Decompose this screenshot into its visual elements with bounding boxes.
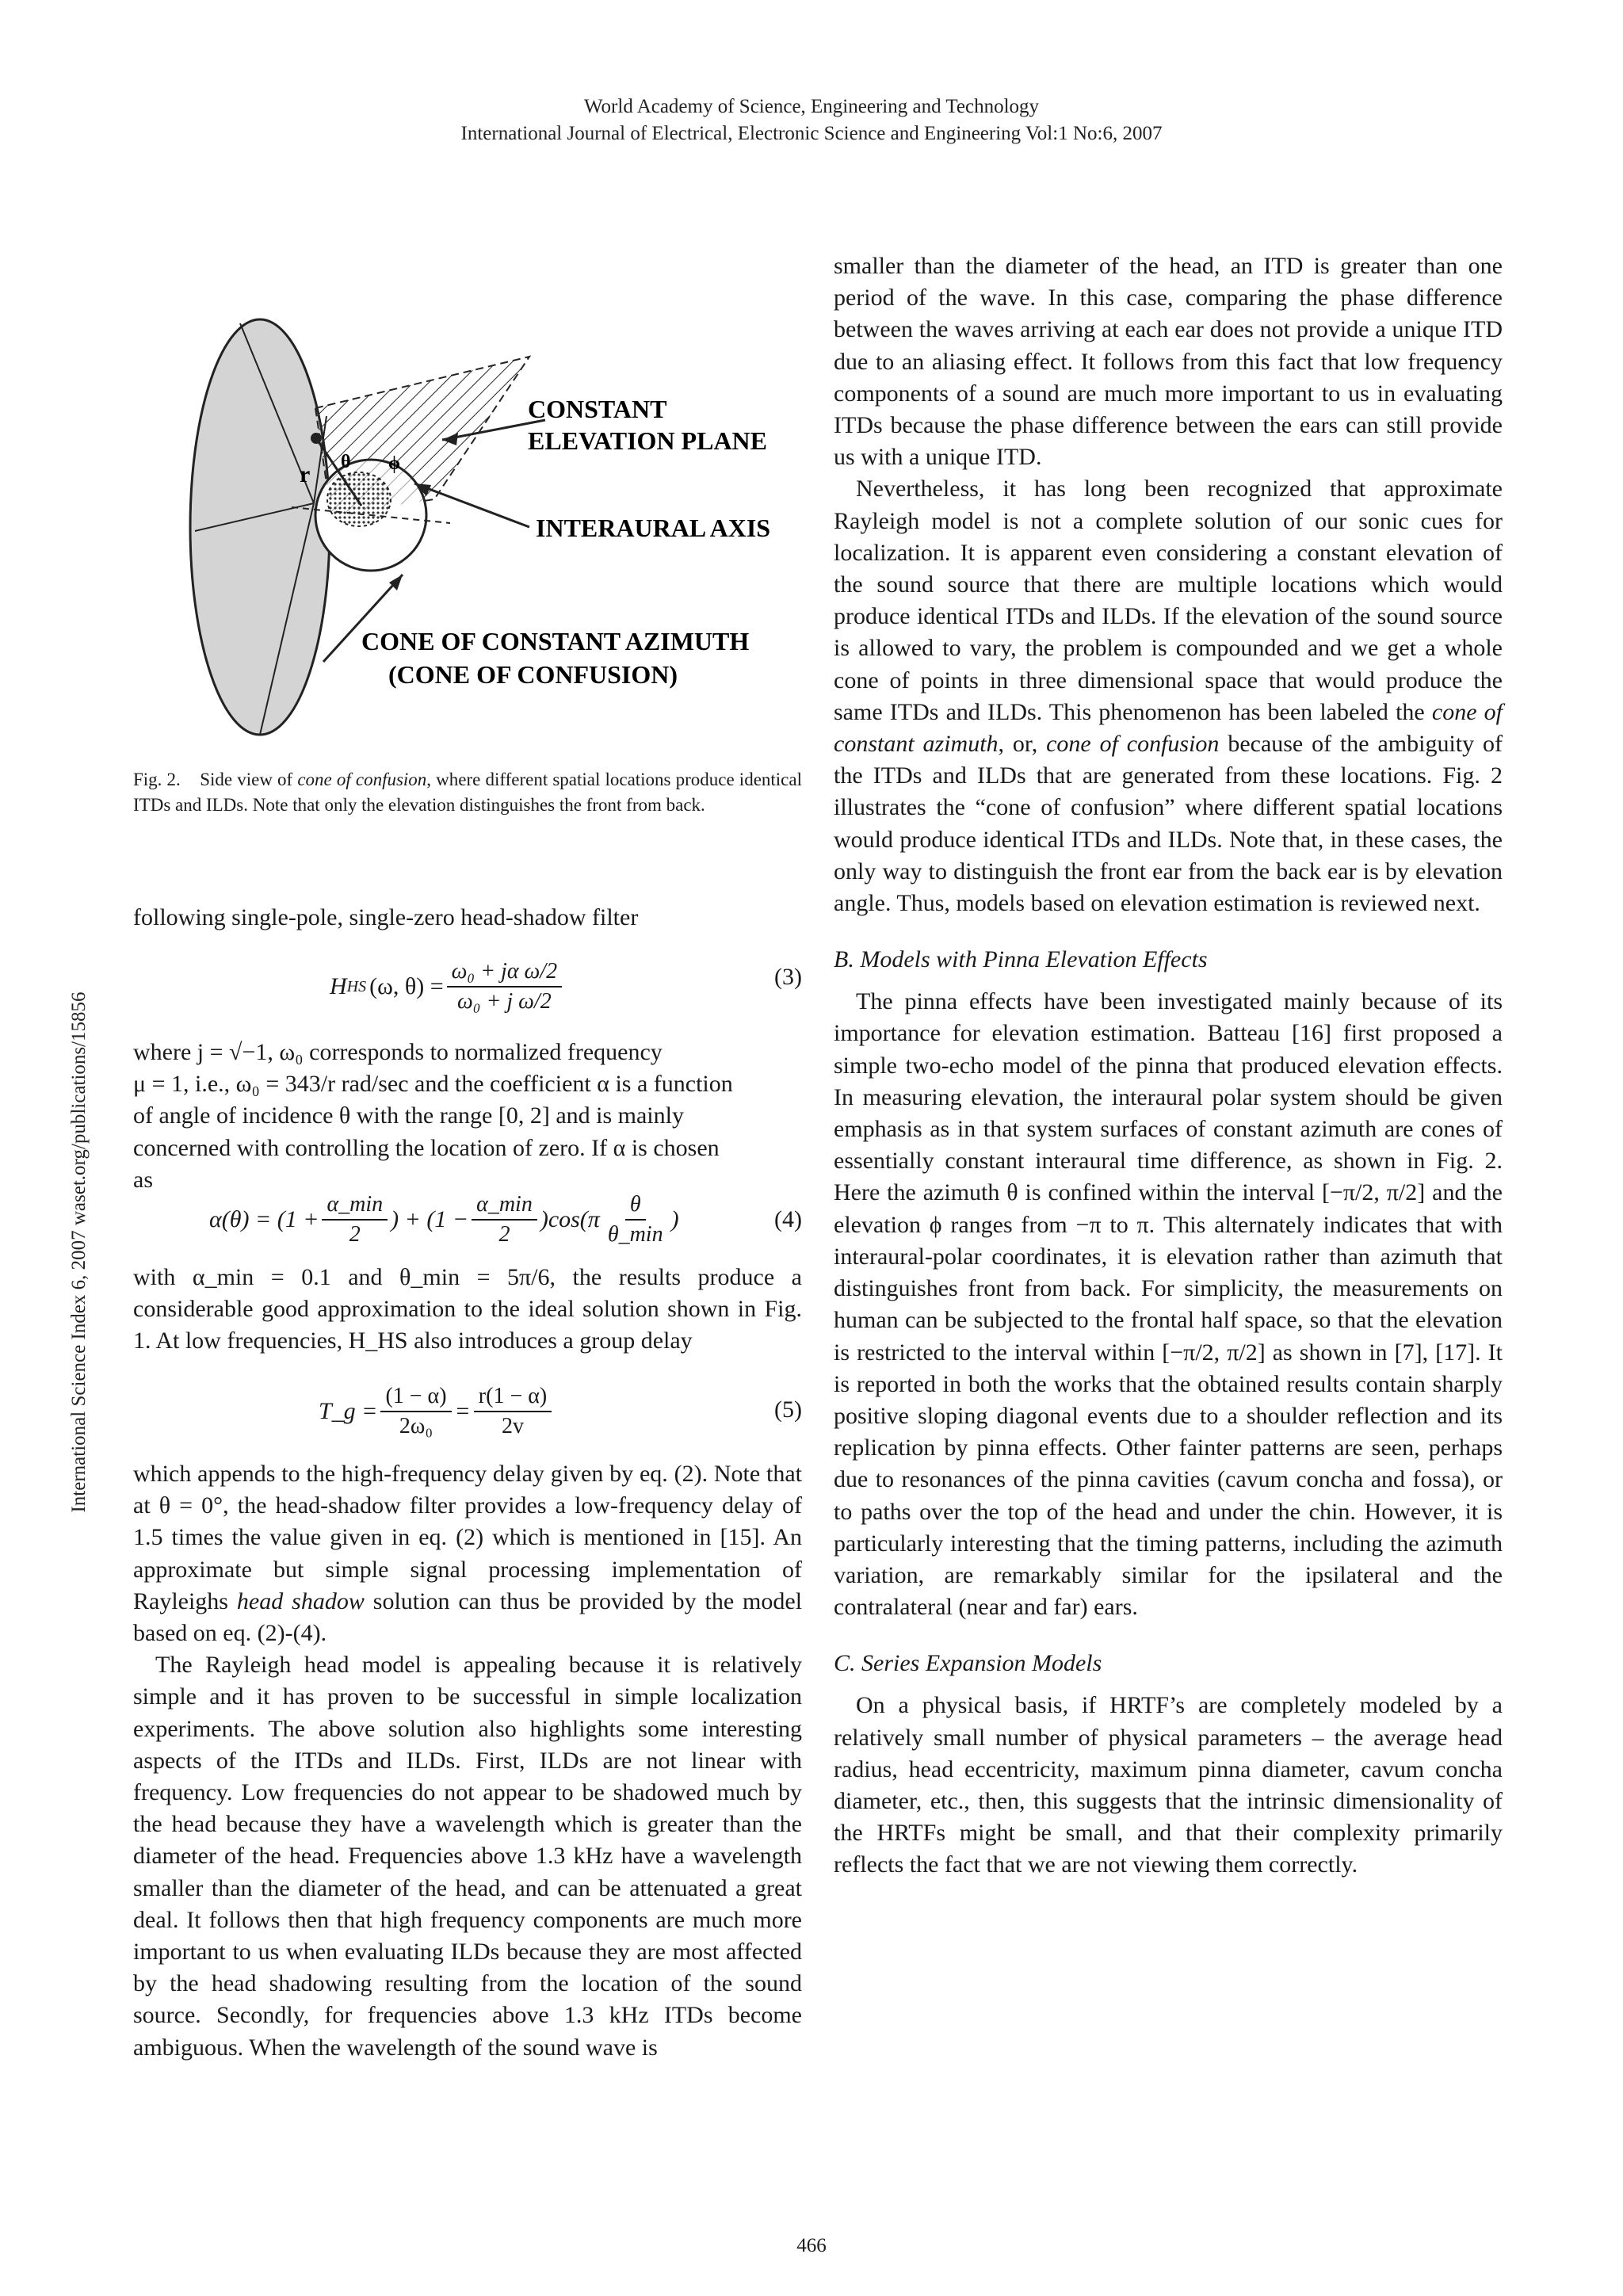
left-with-block bbox=[133, 1262, 802, 1358]
left-appends-a: which appends to the high-frequency delay given by eq. (2). Note that at θ = 0°, the head-shadow filter provides a low-frequency delay of 1.5 times the value given in eq. (2) which is mentioned in [15]. An approximate but simple signal processing implementation of Rayleighs bbox=[133, 1461, 802, 1614]
left-where-line-c: of angle of incidence θ with the range [0, 2] and is mainly bbox=[133, 1102, 684, 1129]
equation-5 bbox=[133, 1384, 802, 1450]
eq5-number: (5) bbox=[774, 1396, 802, 1423]
left-column bbox=[133, 902, 802, 934]
left-where-line-b: μ = 1, i.e., ω₀ = 343/r rad/sec and the coefficient α is a function bbox=[133, 1071, 733, 1098]
eq4-frac3-den: θ_min bbox=[607, 1222, 663, 1247]
left-where-line-d: concerned with controlling the location of zero. If α is chosen bbox=[133, 1134, 720, 1161]
eq4-text-a: α(θ) = (1 + bbox=[209, 1206, 319, 1232]
label-phi: ϕ bbox=[388, 453, 400, 474]
eq5-frac1-num: (1 − α) bbox=[380, 1384, 451, 1412]
eq5-lhs: T_g = bbox=[319, 1398, 378, 1424]
left-rayleigh-paragraph: The Rayleigh head model is appealing because it is relatively simple and it has proven to be successful in simple localization experiments. The above solution also highlights some interesting aspects of the ITDs and ILDs. First, ILDs are not linear with frequency. Low frequencies do not appear to be shadowed much by the head because they have a wavelength which is greater than the diameter of the head. Frequencies above 1.3 kHz have a wavelength smaller than the diameter of the head, and can be attenuated a great deal. It follows then that high frequency components are much more important to us when evaluating ILDs because they are most affected by the head shadowing resulting from the location of the sound source. Secondly, for frequencies above 1.3 kHz ITDs become ambiguous. When the wavelength of the sound wave is bbox=[133, 1652, 802, 2061]
section-heading-b: B. Models with Pinna Elevation Effects bbox=[834, 946, 1208, 973]
eq3-lhs: H bbox=[330, 973, 347, 999]
right-never-b: , or, bbox=[998, 731, 1038, 758]
left-appends-paragraph bbox=[133, 1458, 802, 1649]
label-r: r bbox=[300, 461, 311, 487]
label-interaural-axis: INTERAURAL AXIS bbox=[536, 514, 771, 542]
eq5-frac2-num: r(1 − α) bbox=[474, 1384, 552, 1412]
eq3-lhs-args: (ω, θ) = bbox=[369, 973, 444, 999]
eq4-text-d: ) bbox=[670, 1206, 679, 1232]
equation-4 bbox=[133, 1189, 802, 1259]
right-pinna-paragraph: The pinna effects have been investigated mainly because of its importance for elevation estimation. Batteau [16] first proposed a simple two-echo model of the pinna that produced elevation effects. In measuring elevation, the interaural polar system should be given emphasis as in that system surfaces of constant azimuth are cones of essentially constant interaural time difference, as shown in Fig. 2. Here the azimuth θ is confined within the interval [−π/2, π/2] and the elevation ϕ ranges from −π to π. This alternately indicates that with interaural-polar coordinates, it is elevation rather than azimuth that distinguishes front from back. For simplicity, the measurements on human can be subjected to the frontal half space, so that the elevation is restricted to the interval within [−π/2, π/2] as shown in [7], [17]. It is reported in both the works that the obtained results contain sharply positive sloping diagonal events due to a shoulder reflection and its replication by pinna effects. Other fainter patterns are seen, perhaps due to resonances of the pinna cavities (cavum concha and fossa), or to paths over the top of the head and under the chin. However, it is particularly interesting that the timing patterns, including the azimuth variation, are remarkably similar for the ipsilateral and the contralateral (near and far) ears. bbox=[834, 988, 1503, 1621]
right-series-paragraph: On a physical basis, if HRTF’s are completely modeled by a relatively small number of physical parameters – the average head radius, head eccentricity, maximum pinna diameter, cavum concha diameter, etc., then, this suggests that the intrinsic dimensionality of the HRTFs might be small, and that their complexity primarily reflects the fact that we are not viewing them correctly. bbox=[834, 1692, 1503, 1878]
left-intro: following single-pole, single-zero head-shadow filter bbox=[133, 904, 639, 930]
right-never-emphasis-1: cone of constant azimuth bbox=[834, 698, 1503, 758]
left-appends-emphasis: head shadow bbox=[236, 1587, 365, 1614]
left-lower-block bbox=[133, 1458, 802, 2064]
eq4-text-c: )cos(π bbox=[540, 1206, 600, 1232]
eq4-frac3-num: θ bbox=[625, 1192, 646, 1221]
figure-caption bbox=[133, 767, 802, 818]
eq4-frac2-num: α_min bbox=[472, 1192, 537, 1221]
journal-header bbox=[0, 94, 1623, 147]
header-line-2: International Journal of Electrical, Electronic Science and Engineering Vol:1 No:6, 2007 bbox=[460, 123, 1163, 144]
eq5-frac2-den: 2v bbox=[502, 1414, 525, 1438]
caption-text-a: Side view of bbox=[200, 770, 293, 789]
right-column bbox=[834, 250, 1503, 1881]
eq4-frac1-den: 2 bbox=[349, 1222, 361, 1247]
right-nevertheless-paragraph bbox=[834, 473, 1503, 919]
equation-3 bbox=[133, 948, 802, 1014]
left-where-line-e: as bbox=[133, 1166, 153, 1193]
label-cone-of-constant-azimuth: CONE OF CONSTANT AZIMUTH bbox=[361, 627, 750, 655]
eq3-lhs-sub: HS bbox=[346, 977, 367, 995]
eq5-frac1-den: 2ω₀ bbox=[399, 1414, 433, 1438]
label-theta: θ bbox=[341, 452, 351, 472]
eq3-number: (3) bbox=[774, 964, 802, 990]
left-with-paragraph: with α_min = 0.1 and θ_min = 5π/6, the results produce a considerable good approximation to the ideal solution shown in Fig. 1. At low frequencies, H_HS also introduces a group delay bbox=[133, 1264, 802, 1354]
right-continued-paragraph: smaller than the diameter of the head, an ITD is greater than one period of the wave. In this case, comparing the phase difference between the waves arriving at each ear does not provide a unique ITD due to an aliasing effect. It follows from this fact that low frequency components of a sound are much more important to us in evaluating ITDs because the phase difference between the ears can still provide us with a unique ITD. bbox=[834, 253, 1503, 471]
header-line-1: World Academy of Science, Engineering and Technology bbox=[583, 96, 1040, 117]
left-where-line-a: where j = √−1, ω₀ corresponds to normalized frequency bbox=[133, 1039, 663, 1065]
eq4-number: (4) bbox=[774, 1206, 802, 1232]
eq3-numerator: ω₀ + jα ω/2 bbox=[447, 959, 562, 988]
eq4-frac2-den: 2 bbox=[498, 1222, 510, 1247]
right-never-a: Nevertheless, it has long been recognized that approximate Rayleigh model is not a complete solution of our sonic cues for localization. It is apparent even considering a constant elevation of the sound source that there are multiple locations which would produce identical ITDs and ILDs. If the elevation of the sound source is allowed to vary, the problem is compounded and we get a whole cone of points in three dimensional space that would produce the same ITDs and ILDs. This phenomenon has been labeled the bbox=[834, 476, 1503, 725]
label-cone-of-confusion: (CONE OF CONFUSION) bbox=[388, 660, 678, 689]
caption-emphasis: cone of confusion bbox=[297, 770, 427, 789]
eq3-denominator: ω₀ + j ω/2 bbox=[456, 989, 552, 1014]
eq4-frac1-num: α_min bbox=[322, 1192, 388, 1221]
left-appends-b: solution can thus be provided by the model based on eq. (2)-(4). bbox=[133, 1587, 803, 1647]
side-citation-note: International Science Index 6, 2007 waset.org/publications/15856 bbox=[68, 991, 90, 1513]
eq4-text-b: ) + (1 − bbox=[391, 1206, 469, 1232]
page-number: 466 bbox=[796, 2235, 827, 2256]
caption-text-b: , where different spatial locations produce identical ITDs and ILDs. Note that only the elevation distinguishes the front from back. bbox=[133, 770, 802, 815]
figure-2 bbox=[133, 301, 802, 745]
caption-prefix: Fig. 2. bbox=[133, 770, 181, 789]
label-constant: CONSTANT bbox=[528, 395, 667, 423]
left-where-block bbox=[133, 1037, 802, 1196]
right-never-c: because of the ambiguity of the ITDs and ILDs that are generated from these locations. Fig. 2 illustrates the “cone of confusion” where different spatial locations would produce identical ITDs and ILDs. Note that, in these cases, the only way to distinguish the front ear from the back ear is by elevation angle. Thus, models based on elevation estimation is reviewed next. bbox=[834, 731, 1503, 917]
label-elevation-plane: ELEVATION PLANE bbox=[528, 426, 767, 455]
eq5-equals: = bbox=[454, 1398, 471, 1424]
right-never-emphasis-2: cone of confusion bbox=[1046, 731, 1220, 758]
section-heading-c: C. Series Expansion Models bbox=[834, 1650, 1102, 1677]
cone-of-confusion-diagram bbox=[133, 301, 802, 745]
